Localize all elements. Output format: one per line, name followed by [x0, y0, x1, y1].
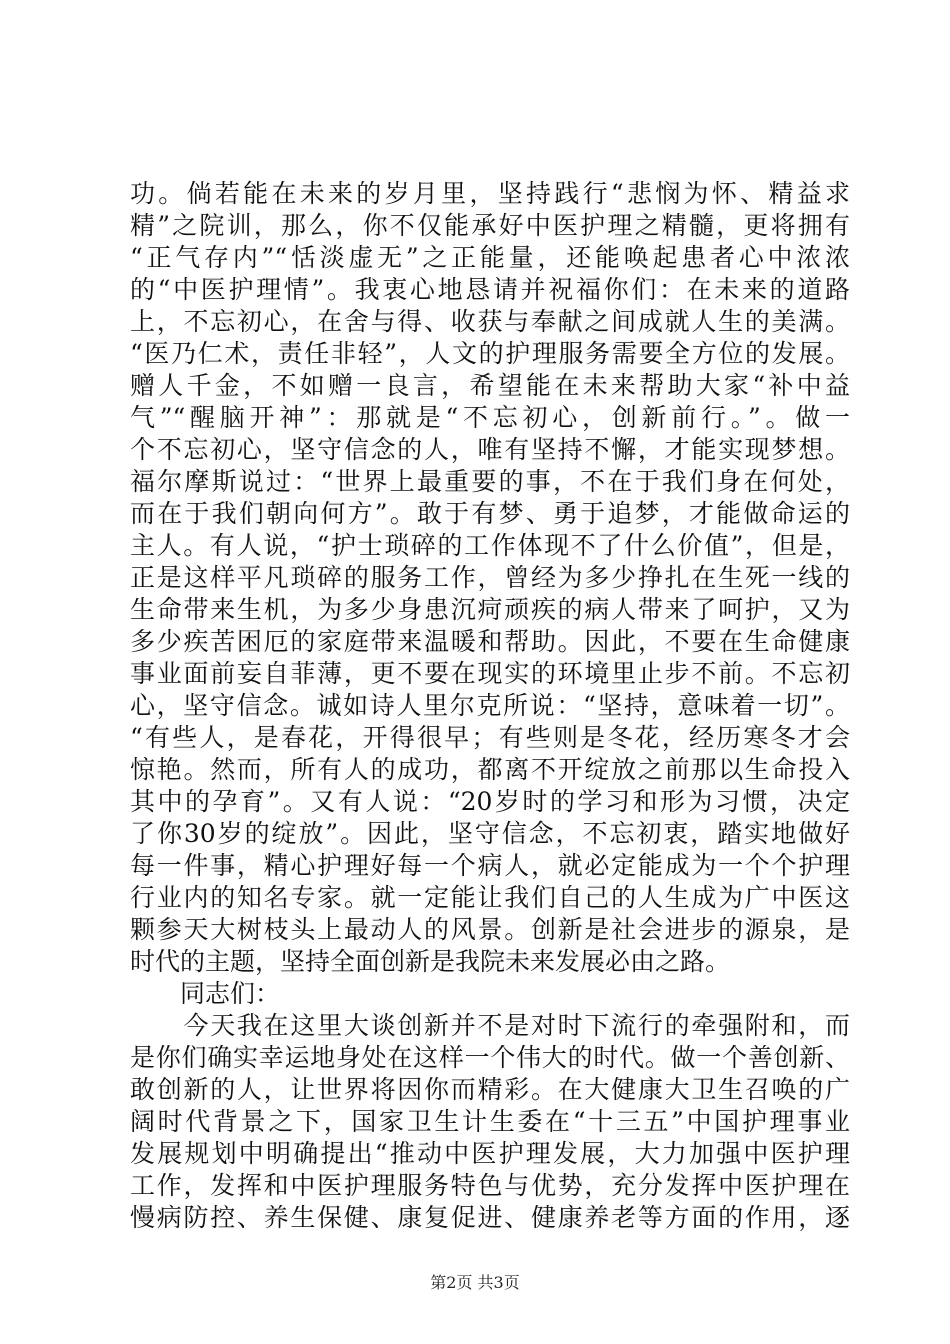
body-text-line: 赠人千金，不如赠一良言，希望能在未来帮助大家“补中益 [130, 371, 850, 400]
body-text-line: 事业面前妄自菲薄，更不要在现实的环境里止步不前。不忘初 [130, 659, 850, 688]
page-number-footer: 第2页 共3页 [430, 1273, 520, 1292]
body-text-line: 正是这样平凡琐碎的服务工作，曾经为多少挣扎在生死一线的 [130, 563, 850, 592]
body-text-line: 气”“醒脑开神”：那就是“不忘初心，创新前行。”。做一 [130, 403, 850, 432]
body-text-line: 了你30岁的绽放”。因此，坚守信念，不忘初衷，踏实地做好 [130, 819, 850, 848]
body-text-line: 是你们确实幸运地身处在这样一个伟大的时代。做一个善创新、 [130, 1043, 850, 1072]
body-text-line: “医乃仁术，责任非轻”，人文的护理服务需要全方位的发展。 [130, 339, 850, 368]
body-text-line: 功。倘若能在未来的岁月里，坚持践行“悲悯为怀、精益求 [130, 179, 850, 208]
body-text-line: 工作，发挥和中医护理服务特色与优势，充分发挥中医护理在 [130, 1171, 850, 1200]
body-text-line: 发展规划中明确提出“推动中医护理发展，大力加强中医护理 [130, 1139, 850, 1168]
body-text-line: 生命带来生机，为多少身患沉疴顽疾的病人带来了呵护，又为 [130, 595, 850, 624]
body-text-line: “有些人，是春花，开得很早；有些则是冬花，经历寒冬才会 [130, 723, 850, 752]
body-text-line: 上，不忘初心，在舍与得、收获与奉献之间成就人生的美满。 [130, 307, 850, 336]
body-text-line: 主人。有人说，“护士琐碎的工作体现不了什么价值”，但是， [130, 531, 850, 560]
body-text-line: 而在于我们朝向何方”。敢于有梦、勇于追梦，才能做命运的 [130, 499, 850, 528]
body-text-line: 惊艳。然而，所有人的成功，都离不开绽放之前那以生命投入 [130, 755, 850, 784]
body-text-line: 的“中医护理情”。我衷心地恳请并祝福你们：在未来的道路 [130, 275, 850, 304]
body-text-line: 多少疾苦困厄的家庭带来温暖和帮助。因此，不要在生命健康 [130, 627, 850, 656]
body-text-line: 时代的主题，坚持全面创新是我院未来发展必由之路。 [130, 947, 731, 976]
body-text-line: 其中的孕育”。又有人说：“20岁时的学习和形为习惯，决定 [130, 787, 850, 816]
body-text-line: 行业内的知名专家。就一定能让我们自己的人生成为广中医这 [130, 883, 850, 912]
salutation-line: 同志们： [130, 979, 281, 1008]
body-text-line: “正气存内”“恬淡虚无”之正能量，还能唤起患者心中浓浓 [130, 243, 850, 272]
body-text-line: 个不忘初心，坚守信念的人，唯有坚持不懈，才能实现梦想。 [130, 435, 850, 464]
body-text-line: 敢创新的人，让世界将因你而精彩。在大健康大卫生召唤的广 [130, 1075, 850, 1104]
body-text-line: 颗参天大树枝头上最动人的风景。创新是社会进步的源泉，是 [130, 915, 850, 944]
body-text-line: 每一件事，精心护理好每一个病人，就必定能成为一个个护理 [130, 851, 850, 880]
body-text-line: 精”之院训，那么，你不仅能承好中医护理之精髓，更将拥有 [130, 211, 850, 240]
body-text-line: 慢病防控、养生保健、康复促进、健康养老等方面的作用，逐 [130, 1203, 850, 1232]
body-text-line: 福尔摩斯说过：“世界上最重要的事，不在于我们身在何处， [130, 467, 850, 496]
body-text-line: 心，坚守信念。诚如诗人里尔克所说：“坚持，意味着一切”。 [130, 691, 850, 720]
body-text-line: 阔时代背景之下，国家卫生计生委在“十三五”中国护理事业 [130, 1107, 850, 1136]
body-text-line: 今天我在这里大谈创新并不是对时下流行的牵强附和，而 [130, 1011, 850, 1040]
